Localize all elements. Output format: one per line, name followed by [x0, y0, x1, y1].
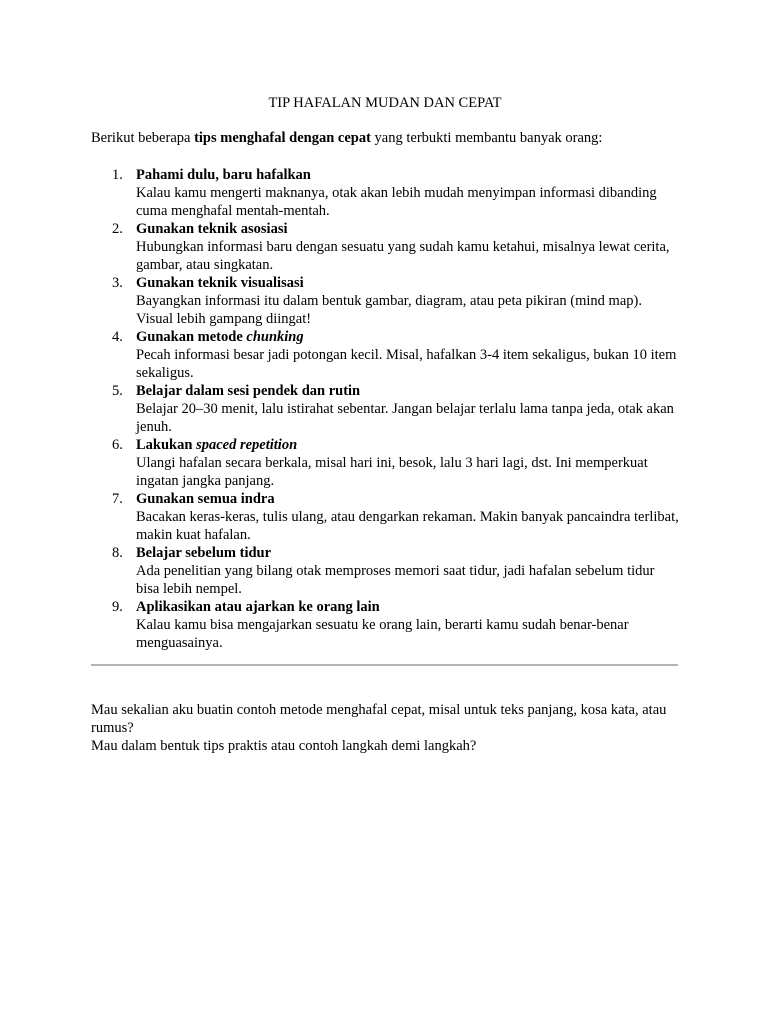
- list-item: [91, 490, 679, 544]
- tip-number: 9.: [112, 599, 123, 615]
- tip-number: 4.: [112, 329, 123, 345]
- list-item: [91, 544, 679, 598]
- tip-description: Hubungkan informasi baru dengan sesuatu yang sudah kamu ketahui, misalnya lewat cerita, gambar, atau singkatan.: [136, 239, 670, 273]
- tip-description: Pecah informasi besar jadi potongan kecil. Misal, hafalkan 3-4 item sekaligus, bukan 10 item sekaligus.: [136, 347, 677, 381]
- tip-description: Kalau kamu mengerti maknanya, otak akan lebih mudah menyimpan informasi dibanding cuma menghafal mentah-mentah.: [136, 185, 657, 219]
- tip-title: Belajar sebelum tidur: [136, 545, 272, 561]
- list-item: [91, 220, 679, 274]
- tip-number: 5.: [112, 383, 123, 399]
- tip-title: Gunakan teknik visualisasi: [136, 275, 304, 291]
- tip-number: 7.: [112, 491, 123, 507]
- tip-number: 2.: [112, 221, 123, 237]
- tip-number: 3.: [112, 275, 123, 291]
- intro-text-after: yang terbukti membantu banyak orang:: [370, 130, 603, 146]
- tip-number: 8.: [112, 545, 123, 561]
- closing-paragraph: [91, 701, 679, 755]
- list-item: [91, 274, 679, 328]
- tip-number: 1.: [112, 167, 123, 183]
- tip-description: Ada penelitian yang bilang otak memproses memori saat tidur, jadi hafalan sebelum tidur bisa lebih nempel.: [136, 563, 655, 597]
- tip-description: Bayangkan informasi itu dalam bentuk gambar, diagram, atau peta pikiran (mind map). Visual lebih gampang diingat!: [136, 293, 642, 327]
- closing-question-2: Mau dalam bentuk tips praktis atau contoh langkah demi langkah?: [91, 738, 477, 754]
- tip-title: Pahami dulu, baru hafalkan: [136, 167, 311, 183]
- tip-description: Ulangi hafalan secara berkala, misal hari ini, besok, lalu 3 hari lagi, dst. Ini memperkuat ingatan jangka panjang.: [136, 455, 648, 489]
- tip-title: Gunakan semua indra: [136, 491, 275, 507]
- tip-title: Belajar dalam sesi pendek dan rutin: [136, 383, 361, 399]
- tips-list: [91, 166, 679, 652]
- list-item: [91, 328, 679, 382]
- intro-text-bold: tips menghafal dengan cepat: [194, 130, 371, 146]
- tip-description: Kalau kamu bisa mengajarkan sesuatu ke orang lain, berarti kamu sudah benar-benar menguasainya.: [136, 617, 629, 651]
- closing-question-1: Mau sekalian aku buatin contoh metode menghafal cepat, misal untuk teks panjang, kosa kata, atau rumus?: [91, 702, 667, 736]
- tip-description: Belajar 20–30 menit, lalu istirahat sebentar. Jangan belajar terlalu lama tanpa jeda, otak akan jenuh.: [136, 401, 674, 435]
- tip-title: Lakukan spaced repetition: [136, 437, 298, 453]
- intro-text-before: Berikut beberapa: [91, 130, 195, 146]
- horizontal-divider: [91, 664, 678, 666]
- tip-description: Bacakan keras-keras, tulis ulang, atau dengarkan rekaman. Makin banyak pancaindra terlibat, makin kuat hafalan.: [136, 509, 679, 543]
- tip-title: Gunakan teknik asosiasi: [136, 221, 288, 237]
- list-item: [91, 166, 679, 220]
- intro-paragraph: [91, 130, 679, 147]
- tip-title: Aplikasikan atau ajarkan ke orang lain: [136, 599, 380, 615]
- list-item: [91, 382, 679, 436]
- list-item: [91, 436, 679, 490]
- tip-title: Gunakan metode chunking: [136, 329, 304, 345]
- tip-number: 6.: [112, 437, 123, 453]
- document-title: TIP HAFALAN MUDAN DAN CEPAT: [268, 95, 502, 111]
- list-item: [91, 598, 679, 652]
